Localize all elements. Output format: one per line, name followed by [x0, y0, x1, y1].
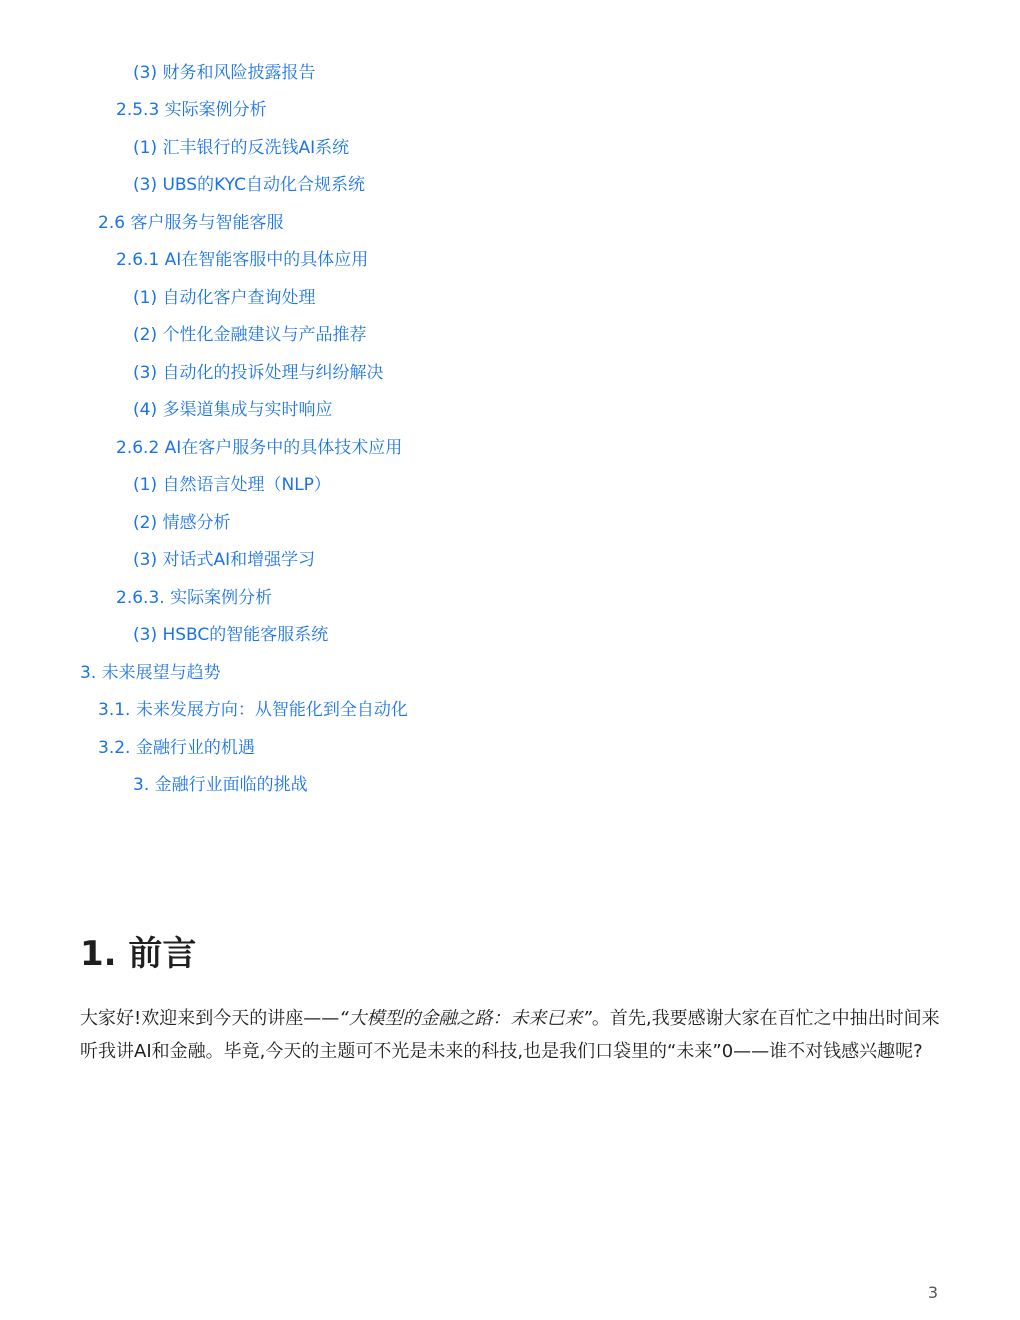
- toc-link[interactable]: (3) UBS的KYC自动化合规系统: [133, 175, 365, 195]
- toc-link[interactable]: (3) 对话式AI和增强学习: [133, 550, 316, 570]
- toc-link[interactable]: (2) 个性化金融建议与产品推荐: [133, 325, 367, 345]
- lecture-title-quote: “大模型的金融之路：未来已来”: [339, 1008, 592, 1029]
- page-number: 3: [927, 1283, 938, 1302]
- intro-text-start: 大家好!欢迎来到今天的讲座——: [80, 1008, 340, 1029]
- toc-link[interactable]: (3) 自动化的投诉处理与纠纷解决: [133, 363, 384, 383]
- intro-text-rest: 。首先,我要感谢大家在百忙之中抽出时间来听我讲AI和金融。毕竟,今天的主题可不光是未来的科技,也是我们口袋里的“未来”0——谁不对钱感兴趣呢?: [80, 1008, 940, 1062]
- toc-link[interactable]: (3) HSBC的智能客服系统: [133, 625, 329, 645]
- toc-link[interactable]: 2.6.1 AI在智能客服中的具体应用: [116, 250, 369, 270]
- intro-paragraph: [80, 1002, 942, 1068]
- toc-link[interactable]: 3. 金融行业面临的挑战: [133, 775, 308, 795]
- toc-link[interactable]: (4) 多渠道集成与实时响应: [133, 400, 333, 420]
- toc-link[interactable]: 2.5.3 实际案例分析: [116, 100, 267, 120]
- toc-link[interactable]: (1) 自然语言处理（NLP）: [133, 475, 331, 495]
- toc-link[interactable]: 2.6.3. 实际案例分析: [116, 588, 273, 608]
- toc-link[interactable]: 3. 未来展望与趋势: [80, 663, 221, 683]
- section-heading: 1. 前言: [80, 934, 197, 974]
- toc-link[interactable]: 2.6 客户服务与智能客服: [98, 213, 284, 233]
- toc-link[interactable]: (3) 财务和风险披露报告: [133, 63, 316, 83]
- toc-link[interactable]: 3.2. 金融行业的机遇: [98, 738, 255, 758]
- toc-link[interactable]: 2.6.2 AI在客户服务中的具体技术应用: [116, 438, 403, 458]
- toc-link[interactable]: (1) 汇丰银行的反洗钱AI系统: [133, 138, 350, 158]
- toc-link[interactable]: 3.1. 未来发展方向：从智能化到全自动化: [98, 700, 408, 720]
- toc-link[interactable]: (2) 情感分析: [133, 513, 231, 533]
- toc-link[interactable]: (1) 自动化客户查询处理: [133, 288, 316, 308]
